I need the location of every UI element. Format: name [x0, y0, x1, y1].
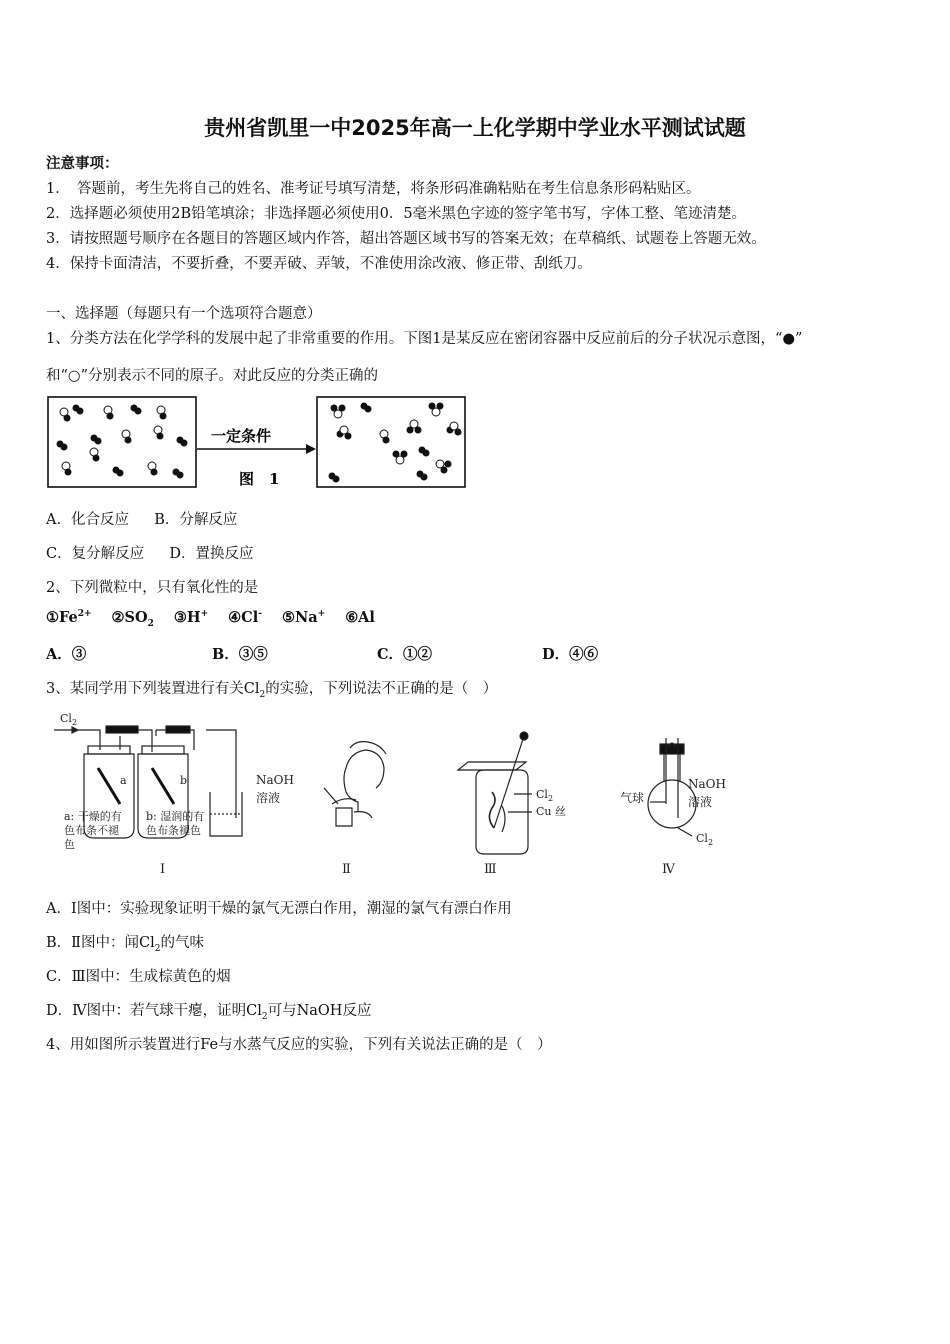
q3-option-b[interactable]: B．Ⅱ图中：闻$Cl_2$的气味	[46, 935, 204, 954]
notice-item: 1． 答题前，考生先将自己的姓名、准考证号填写清楚，将条形码准确粘贴在考生信息条形码粘贴区。	[46, 181, 701, 197]
notice-heading: 注意事项：	[46, 155, 119, 172]
label-a: a	[120, 774, 127, 787]
molecule	[429, 403, 443, 416]
apparatus-3	[458, 732, 532, 854]
molecule	[419, 447, 429, 456]
q2-option-b[interactable]: B．③⑤	[212, 646, 268, 663]
q3-option-c[interactable]: C．Ⅲ图中：生成棕黄色的烟	[46, 969, 231, 985]
roman-4: Ⅳ	[662, 862, 675, 877]
apparatus-2	[324, 742, 386, 826]
q1-stem-line1: 1、分类方法在化学学科的发展中起了非常重要的作用。下图1是某反应在密闭容器中反应前后的分子状况示意图，“●”	[46, 331, 803, 347]
molecule	[157, 406, 166, 419]
cl2-label-3: $Cl_2$	[536, 788, 554, 803]
particle: $①Fe^{2+}$	[46, 609, 92, 626]
cl2-label-4: $Cl_2$	[696, 832, 714, 847]
molecule	[90, 448, 99, 461]
q1-option-b[interactable]: B．分解反应	[154, 512, 238, 528]
q2-stem: 2、下列微粒中，只有氧化性的是	[46, 580, 259, 596]
molecule	[154, 426, 163, 439]
molecule	[361, 403, 371, 412]
q1-option-a[interactable]: A．化合反应	[46, 512, 129, 528]
particle: ⑥Al	[345, 609, 375, 626]
section-heading: 一、选择题（每题只有一个选项符合题意）	[46, 306, 322, 322]
molecule	[393, 451, 407, 464]
q3-figure	[46, 708, 746, 878]
page-title: 贵州省凯里一中2025年高一上化学期中学业水平测试试题	[204, 116, 746, 140]
cl2-label: $Cl_2$	[60, 712, 78, 727]
label-a-desc: 色布条不褪	[64, 824, 119, 837]
q3-option-d[interactable]: D．Ⅳ图中：若气球干瘪，证明$Cl_2$可与NaOH反应	[46, 1003, 372, 1022]
molecule	[177, 437, 187, 446]
notice-item: 2．选择题必须使用2B铅笔填涂；非选择题必须使用0．5毫米黑色字迹的签字笔书写，字体工整、笔迹清楚。	[46, 206, 747, 222]
arrow-label: 一定条件	[211, 427, 272, 445]
notice-item: 3．请按照题号顺序在各题目的答题区域内作答，超出答题区域书写的答案无效；在草稿纸、试题卷上答题无效。	[46, 231, 766, 247]
molecule	[113, 467, 123, 476]
molecule	[447, 422, 461, 435]
molecule	[417, 471, 427, 480]
particle: ⑤Na+	[281, 609, 326, 626]
roman-2: Ⅱ	[342, 862, 351, 877]
molecule	[73, 405, 83, 414]
label-a-desc: a: 干燥的有	[64, 810, 122, 823]
label-a-desc: 色	[64, 838, 75, 851]
label-b: b	[180, 774, 188, 787]
q2-option-d[interactable]: D．④⑥	[542, 646, 599, 663]
molecule	[57, 441, 67, 450]
q2-option-a[interactable]: A．③	[46, 646, 87, 663]
label-b-desc: 色布条褪色	[146, 824, 201, 837]
q1-options-row2	[46, 542, 253, 563]
molecule	[60, 408, 70, 421]
particle: $②SO_2$	[111, 609, 154, 629]
molecule	[407, 420, 421, 433]
q3-stem: 3、某同学用下列装置进行有关$Cl_2$的实验，下列说法不正确的是（ ）	[46, 681, 498, 700]
solution-label: 溶液	[256, 791, 281, 805]
molecule	[337, 426, 351, 439]
q1-figure	[46, 394, 468, 492]
label-b-desc: b: 湿润的有	[146, 810, 205, 823]
molecule	[122, 430, 131, 443]
molecule	[380, 430, 389, 443]
molecule	[62, 462, 71, 475]
balloon-label: 气球	[620, 791, 645, 805]
roman-1: Ⅰ	[160, 862, 166, 877]
notice-item: 4．保持卡面清洁，不要折叠，不要弄破、弄皱，不准使用涂改液、修正带、刮纸刀。	[46, 256, 592, 272]
molecule	[104, 406, 113, 419]
molecule	[436, 460, 451, 473]
cu-wire-label: Cu 丝	[536, 805, 566, 818]
solution-label-4: 溶液	[688, 795, 713, 809]
q4-stem: 4、用如图所示装置进行Fe与水蒸气反应的实验，下列有关说法正确的是（ ）	[46, 1037, 552, 1053]
q1-option-c[interactable]: C．复分解反应	[46, 546, 145, 562]
molecule	[173, 469, 183, 478]
q2-particles	[46, 609, 375, 629]
particle: ③H+	[173, 609, 209, 626]
molecule	[131, 405, 141, 414]
q1-option-d[interactable]: D．置换反应	[169, 546, 254, 562]
roman-3: Ⅲ	[484, 862, 497, 877]
molecule	[329, 473, 339, 482]
molecule	[91, 435, 101, 444]
particle: ④Cl-	[228, 609, 262, 626]
naoh-label: NaOH	[256, 773, 294, 787]
q1-stem-line2: 和“○”分别表示不同的原子。对此反应的分类正确的	[46, 368, 378, 384]
q2-option-c[interactable]: C．①②	[377, 646, 433, 663]
q3-option-a[interactable]: A．Ⅰ图中：实验现象证明干燥的氯气无漂白作用，潮湿的氯气有漂白作用	[46, 901, 512, 917]
figure-caption: 图 1	[239, 470, 280, 488]
molecule	[148, 462, 157, 475]
naoh-label-4: NaOH	[688, 777, 726, 791]
q1-options-row1	[46, 508, 237, 529]
molecule	[331, 405, 345, 418]
